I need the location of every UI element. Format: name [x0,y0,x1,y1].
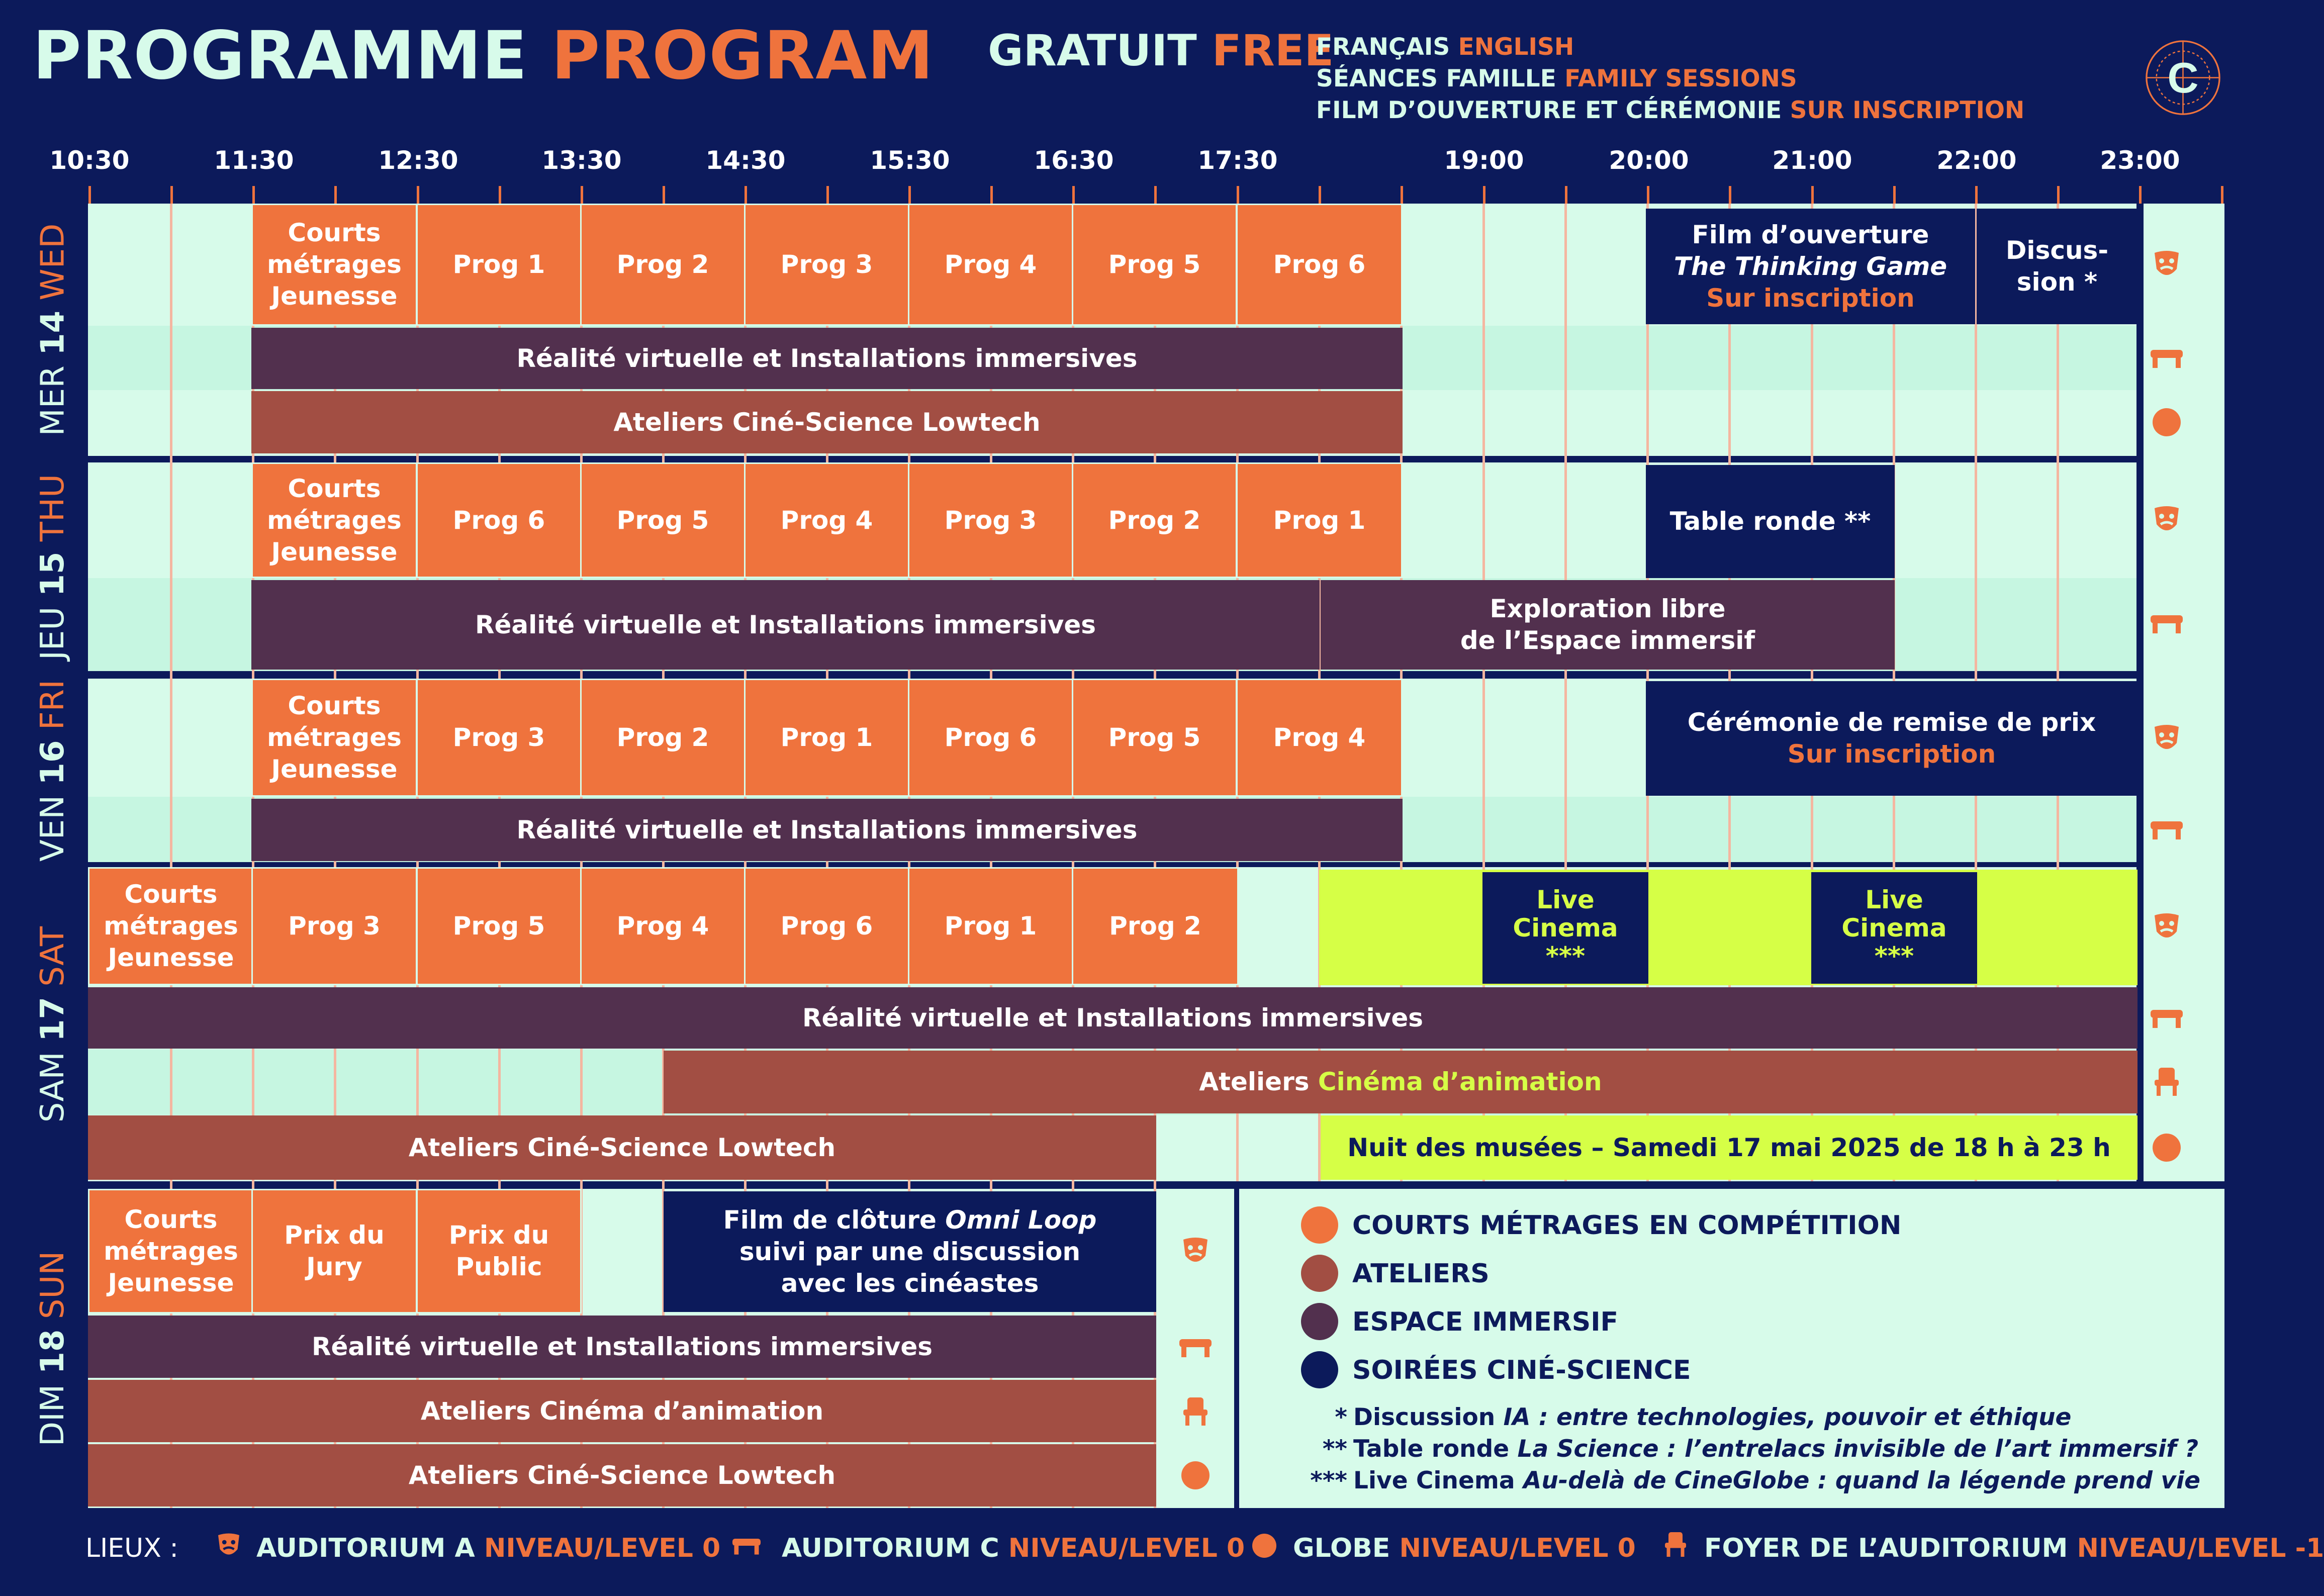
event-prog[interactable]: Prog 1 [1236,462,1403,578]
event-prog[interactable]: Prog 5 [1072,679,1237,797]
time-label: 22:00 [1936,146,2017,175]
bench-icon [2144,338,2189,378]
lieux-label: LIEUX : [85,1533,178,1563]
chair-icon [1658,1526,1693,1563]
day-label-wed: MER 14 WED [34,223,71,436]
footnote-discussion: Discussion IA : entre technologies, pouvoir et éthique [1353,1403,2072,1431]
event-ateliers-animation[interactable]: Ateliers Cinéma d’animation [88,1380,1156,1442]
day-label-sat: SAM 17 SAT [34,926,71,1122]
globe-dot-icon [2144,1128,2189,1168]
theater-mask-icon [211,1528,246,1563]
event-prog[interactable]: Prog 1 [908,867,1073,985]
event-prog[interactable]: Prog 3 [744,204,909,326]
globe-dot-icon [1173,1455,1218,1495]
event-nuit-des-musees[interactable]: Nuit des musées – Samedi 17 mai 2025 de 18 h à 23 h [1321,1115,2137,1180]
event-prog[interactable]: Prog 5 [416,867,582,985]
event-ceremonie[interactable]: Cérémonie de remise de prix Sur inscription [1646,681,2137,796]
bench-icon [724,1528,769,1563]
event-ateliers-animation[interactable]: Ateliers Cinéma d’animation [664,1051,2137,1113]
event-courts-jeunesse[interactable]: Courts métrages Jeunesse [88,867,254,985]
event-live-cinema[interactable]: Live Cinema *** [1811,872,1977,984]
time-label: 20:00 [1609,146,1689,175]
event-prog[interactable]: Prog 3 [908,462,1073,578]
cineglobe-logo-icon [2142,36,2224,119]
svg-text:C: C [2167,54,2199,103]
event-prog[interactable]: Prog 6 [1236,204,1403,326]
event-prog[interactable]: Prog 4 [1236,679,1403,797]
event-lowtech[interactable]: Ateliers Ciné-Science Lowtech [88,1444,1156,1507]
time-label: 23:00 [2100,146,2180,175]
legend-swatch [1301,1303,1338,1340]
bench-icon [2144,809,2189,850]
legend-swatch [1301,1351,1338,1388]
event-prog[interactable]: Prog 4 [744,462,909,578]
footnote-mark: * [1335,1403,1347,1431]
event-table-ronde[interactable]: Table ronde ** [1646,465,1895,578]
page-title: PROGRAMME PROGRAM [33,17,934,95]
day-label-sun: DIM 18 SUN [34,1251,71,1446]
theater-mask-icon [2144,500,2189,540]
event-prix-public[interactable]: Prix du Public [416,1189,582,1313]
footnote-mark: ** [1322,1435,1347,1463]
time-label: 16:30 [1034,146,1114,175]
event-prog[interactable]: Prog 6 [744,867,909,985]
event-prog[interactable]: Prog 2 [1072,867,1239,985]
event-prog[interactable]: Prog 3 [416,679,582,797]
legend-label: COURTS MÉTRAGES EN COMPÉTITION [1352,1210,1902,1241]
bench-icon [2144,603,2189,643]
event-prog[interactable]: Prog 5 [580,462,746,578]
event-live-cinema[interactable]: Live Cinema *** [1482,872,1648,984]
event-vr[interactable]: Réalité virtuelle et Installations immersives [88,1316,1156,1378]
event-discussion[interactable]: Discus- sion * [1977,209,2137,324]
legend-label: SOIRÉES CINÉ-SCIENCE [1352,1355,1691,1385]
theater-mask-icon [2144,907,2189,948]
event-exploration-libre[interactable]: Exploration libre de l’Espace immersif [1321,580,1895,670]
bench-icon [2144,998,2189,1038]
footnote-mark: *** [1310,1467,1347,1494]
time-label: 12:30 [378,146,458,175]
event-film-cloture[interactable]: Film de clôture Omni Loop suivi par une discussion avec les cinéastes [664,1191,1156,1312]
event-prog[interactable]: Prog 2 [580,679,746,797]
lime-evening-band [1319,870,2137,985]
time-label: 13:30 [541,146,622,175]
event-vr[interactable]: Réalité virtuelle et Installations immersives [88,987,2137,1049]
event-prog[interactable]: Prog 4 [580,867,746,985]
time-label: 19:00 [1444,146,1524,175]
event-courts-jeunesse[interactable]: Courts métrages Jeunesse [251,679,417,797]
event-prog[interactable]: Prog 1 [744,679,909,797]
event-prog[interactable]: Prog 5 [1072,204,1237,326]
event-vr[interactable]: Réalité virtuelle et Installations immersives [251,328,1403,389]
event-film-ouverture[interactable]: Film d’ouverture The Thinking Game Sur inscription [1646,209,1975,324]
legend-label: ESPACE IMMERSIF [1352,1307,1619,1337]
event-lowtech[interactable]: Ateliers Ciné-Science Lowtech [251,391,1403,453]
event-prog[interactable]: Prog 6 [416,462,582,578]
event-vr[interactable]: Réalité virtuelle et Installations immersives [251,580,1320,670]
time-label: 15:30 [870,146,950,175]
event-courts-jeunesse[interactable]: Courts métrages Jeunesse [88,1189,254,1313]
globe-dot-icon [1249,1531,1279,1561]
footnote-table-ronde: Table ronde La Science : l’entrelacs invisible de l’art immersif ? [1353,1435,2199,1463]
free-label: GRATUIT FREE [988,26,1334,76]
event-courts-jeunesse[interactable]: Courts métrages Jeunesse [251,204,417,326]
event-prog[interactable]: Prog 1 [416,204,582,326]
legend-swatch [1301,1206,1338,1244]
event-prog[interactable]: Prog 6 [908,679,1073,797]
event-prix-jury[interactable]: Prix du Jury [251,1189,417,1313]
info-legend: FRANÇAIS ENGLISH SÉANCES FAMILLE FAMILY SESSIONS FILM D’OUVERTURE ET CÉRÉMONIE SUR INSCRIPTION [1316,33,2025,124]
time-label: 21:00 [1772,146,1852,175]
time-label: 14:30 [705,146,786,175]
bench-icon [1173,1327,1218,1367]
venue-auditorium-a: AUDITORIUM A NIVEAU/LEVEL 0 [256,1533,721,1563]
venue-globe: GLOBE NIVEAU/LEVEL 0 [1293,1533,1636,1563]
venue-auditorium-c: AUDITORIUM C NIVEAU/LEVEL 0 [782,1533,1245,1563]
time-label: 17:30 [1197,146,1278,175]
theater-mask-icon [2144,719,2189,759]
event-prog[interactable]: Prog 4 [908,204,1073,326]
legend-label: ATELIERS [1352,1259,1490,1289]
event-courts-jeunesse[interactable]: Courts métrages Jeunesse [251,462,417,578]
event-prog[interactable]: Prog 3 [251,867,417,985]
venue-foyer: FOYER DE L’AUDITORIUM NIVEAU/LEVEL -1 [1704,1533,2324,1563]
legend-swatch [1301,1255,1338,1292]
time-label: 10:30 [49,146,130,175]
day-label-thu: JEU 15 THU [34,474,71,660]
event-lowtech[interactable]: Ateliers Ciné-Science Lowtech [88,1115,1156,1180]
event-prog[interactable]: Prog 2 [580,204,746,326]
day-label-fri: VEN 16 FRI [34,679,71,862]
globe-dot-icon [2144,402,2189,442]
footnote-live-cinema: Live Cinema Au-delà de CineGlobe : quand la légende prend vie [1353,1467,2200,1494]
time-label: 11:30 [214,146,294,175]
chair-icon [2144,1062,2189,1102]
event-vr[interactable]: Réalité virtuelle et Installations immersives [251,799,1403,861]
theater-mask-icon [2144,245,2189,285]
chair-icon [1173,1391,1218,1432]
event-prog[interactable]: Prog 2 [1072,462,1237,578]
theater-mask-icon [1173,1232,1218,1272]
